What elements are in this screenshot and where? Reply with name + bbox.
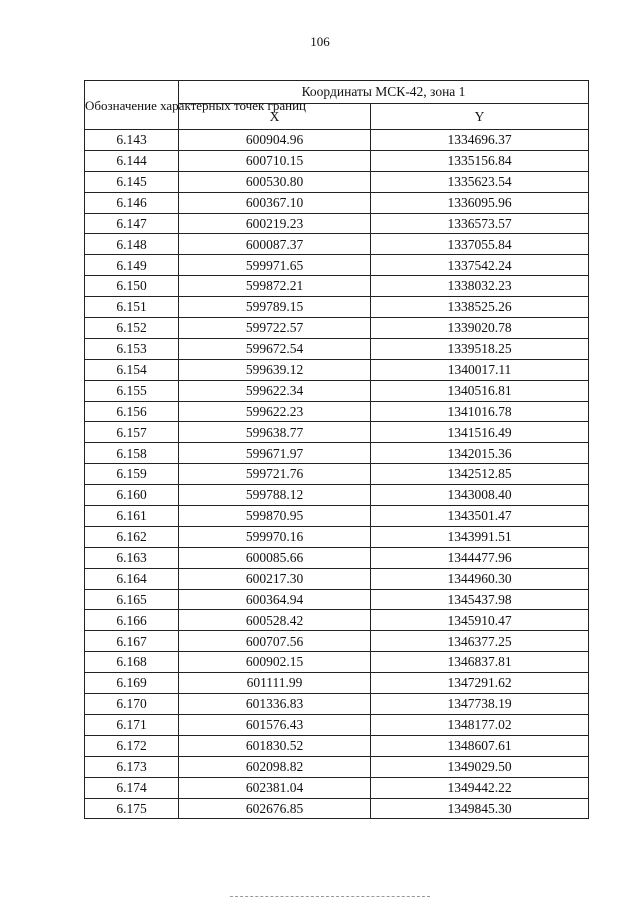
x-coordinate-cell: 599872.21 — [179, 276, 371, 297]
x-coordinate-cell: 600219.23 — [179, 213, 371, 234]
point-id-cell: 6.157 — [85, 422, 179, 443]
x-coordinate-cell: 599722.57 — [179, 318, 371, 339]
x-coordinate-cell: 600085.66 — [179, 547, 371, 568]
table-row — [85, 777, 589, 798]
table-row — [85, 422, 589, 443]
table-row — [85, 673, 589, 694]
point-id-cell: 6.148 — [85, 234, 179, 255]
y-coordinate-cell: 1340516.81 — [371, 380, 589, 401]
table-row — [85, 443, 589, 464]
y-coordinate-cell: 1337055.84 — [371, 234, 589, 255]
point-id-cell: 6.158 — [85, 443, 179, 464]
point-id-cell: 6.162 — [85, 526, 179, 547]
table-row — [85, 568, 589, 589]
y-coordinate-cell: 1346837.81 — [371, 652, 589, 673]
y-coordinate-cell: 1343991.51 — [371, 526, 589, 547]
y-coordinate-cell: 1341516.49 — [371, 422, 589, 443]
table-row — [85, 547, 589, 568]
point-id-cell: 6.146 — [85, 192, 179, 213]
x-coordinate-cell: 600530.80 — [179, 171, 371, 192]
table-row — [85, 631, 589, 652]
point-id-cell: 6.152 — [85, 318, 179, 339]
y-coordinate-cell: 1346377.25 — [371, 631, 589, 652]
y-coordinate-cell: 1344477.96 — [371, 547, 589, 568]
point-id-cell: 6.174 — [85, 777, 179, 798]
point-id-cell: 6.151 — [85, 297, 179, 318]
x-coordinate-cell: 600367.10 — [179, 192, 371, 213]
x-coordinate-cell: 601830.52 — [179, 735, 371, 756]
y-coordinate-cell: 1345437.98 — [371, 589, 589, 610]
y-coordinate-cell: 1339020.78 — [371, 318, 589, 339]
y-coordinate-cell: 1343008.40 — [371, 485, 589, 506]
x-coordinate-cell: 600528.42 — [179, 610, 371, 631]
point-id-cell: 6.167 — [85, 631, 179, 652]
coordinates-table — [84, 80, 589, 819]
table-body — [85, 130, 589, 819]
x-coordinate-cell: 601576.43 — [179, 714, 371, 735]
y-coordinate-cell: 1335623.54 — [371, 171, 589, 192]
y-coordinate-cell: 1348607.61 — [371, 735, 589, 756]
y-coordinate-cell: 1347291.62 — [371, 673, 589, 694]
table-row — [85, 714, 589, 735]
point-id-cell: 6.149 — [85, 255, 179, 276]
x-coordinate-cell: 600710.15 — [179, 150, 371, 171]
x-coordinate-cell: 599721.76 — [179, 464, 371, 485]
y-coordinate-cell: 1336095.96 — [371, 192, 589, 213]
table-row — [85, 213, 589, 234]
point-id-cell: 6.150 — [85, 276, 179, 297]
y-coordinate-cell: 1335156.84 — [371, 150, 589, 171]
x-coordinate-cell: 599672.54 — [179, 338, 371, 359]
table-row — [85, 338, 589, 359]
table-row — [85, 192, 589, 213]
y-column-header: Y — [371, 104, 589, 130]
point-id-cell: 6.160 — [85, 485, 179, 506]
y-coordinate-cell: 1341016.78 — [371, 401, 589, 422]
x-coordinate-cell: 602676.85 — [179, 798, 371, 819]
point-id-cell: 6.163 — [85, 547, 179, 568]
x-coordinate-cell: 599788.12 — [179, 485, 371, 506]
point-id-cell: 6.143 — [85, 130, 179, 151]
table-row — [85, 318, 589, 339]
x-coordinate-cell: 600087.37 — [179, 234, 371, 255]
y-coordinate-cell: 1337542.24 — [371, 255, 589, 276]
x-coordinate-cell: 599638.77 — [179, 422, 371, 443]
page-number: 106 — [310, 34, 330, 49]
table-row — [85, 171, 589, 192]
table-row — [85, 589, 589, 610]
x-coordinate-cell: 599971.65 — [179, 255, 371, 276]
table-row — [85, 276, 589, 297]
point-id-cell: 6.156 — [85, 401, 179, 422]
x-coordinate-cell: 599622.34 — [179, 380, 371, 401]
y-coordinate-cell: 1344960.30 — [371, 568, 589, 589]
y-coordinate-cell: 1336573.57 — [371, 213, 589, 234]
point-id-cell: 6.170 — [85, 694, 179, 715]
point-id-cell: 6.175 — [85, 798, 179, 819]
point-id-cell: 6.171 — [85, 714, 179, 735]
point-id-cell: 6.172 — [85, 735, 179, 756]
point-id-cell: 6.161 — [85, 506, 179, 527]
table-row — [85, 234, 589, 255]
point-designation-header: Обозначение характерных точек границ — [85, 81, 179, 130]
x-coordinate-cell: 602381.04 — [179, 777, 371, 798]
y-coordinate-cell: 1342512.85 — [371, 464, 589, 485]
x-coordinate-cell: 600904.96 — [179, 130, 371, 151]
x-coordinate-cell: 602098.82 — [179, 756, 371, 777]
table-row — [85, 610, 589, 631]
point-id-cell: 6.169 — [85, 673, 179, 694]
table-row — [85, 694, 589, 715]
table-row — [85, 297, 589, 318]
x-coordinate-cell: 601336.83 — [179, 694, 371, 715]
point-id-cell: 6.173 — [85, 756, 179, 777]
y-coordinate-cell: 1343501.47 — [371, 506, 589, 527]
y-coordinate-cell: 1338032.23 — [371, 276, 589, 297]
x-coordinate-cell: 599639.12 — [179, 359, 371, 380]
y-coordinate-cell: 1334696.37 — [371, 130, 589, 151]
y-coordinate-cell: 1340017.11 — [371, 359, 589, 380]
page-edge-mark — [230, 896, 430, 897]
y-coordinate-cell: 1338525.26 — [371, 297, 589, 318]
y-coordinate-cell: 1349845.30 — [371, 798, 589, 819]
point-id-cell: 6.153 — [85, 338, 179, 359]
point-id-cell: 6.155 — [85, 380, 179, 401]
point-id-cell: 6.168 — [85, 652, 179, 673]
x-coordinate-cell: 600364.94 — [179, 589, 371, 610]
x-coordinate-cell: 600707.56 — [179, 631, 371, 652]
table-row — [85, 401, 589, 422]
table-row — [85, 255, 589, 276]
y-coordinate-cell: 1347738.19 — [371, 694, 589, 715]
point-id-cell: 6.159 — [85, 464, 179, 485]
point-id-cell: 6.147 — [85, 213, 179, 234]
y-coordinate-cell: 1345910.47 — [371, 610, 589, 631]
table-row — [85, 798, 589, 819]
x-coordinate-cell: 599870.95 — [179, 506, 371, 527]
y-coordinate-cell: 1349029.50 — [371, 756, 589, 777]
y-coordinate-cell: 1339518.25 — [371, 338, 589, 359]
table-row — [85, 380, 589, 401]
x-coordinate-cell: 599622.23 — [179, 401, 371, 422]
point-id-cell: 6.154 — [85, 359, 179, 380]
x-column-header: X — [179, 104, 371, 130]
table-row — [85, 485, 589, 506]
table-row — [85, 652, 589, 673]
point-id-cell: 6.166 — [85, 610, 179, 631]
y-coordinate-cell: 1348177.02 — [371, 714, 589, 735]
table-row — [85, 359, 589, 380]
y-coordinate-cell: 1349442.22 — [371, 777, 589, 798]
x-coordinate-cell: 599789.15 — [179, 297, 371, 318]
x-coordinate-cell: 600902.15 — [179, 652, 371, 673]
point-id-cell: 6.144 — [85, 150, 179, 171]
y-coordinate-cell: 1342015.36 — [371, 443, 589, 464]
table-row — [85, 150, 589, 171]
point-id-cell: 6.164 — [85, 568, 179, 589]
point-id-cell: 6.165 — [85, 589, 179, 610]
table-row — [85, 526, 589, 547]
table-row — [85, 130, 589, 151]
table-row — [85, 506, 589, 527]
x-coordinate-cell: 600217.30 — [179, 568, 371, 589]
point-id-cell: 6.145 — [85, 171, 179, 192]
table-row — [85, 464, 589, 485]
x-coordinate-cell: 599671.97 — [179, 443, 371, 464]
x-coordinate-cell: 601111.99 — [179, 673, 371, 694]
table-row — [85, 735, 589, 756]
coordinates-header: Координаты МСК-42, зона 1 — [179, 81, 589, 104]
x-coordinate-cell: 599970.16 — [179, 526, 371, 547]
table-row — [85, 756, 589, 777]
